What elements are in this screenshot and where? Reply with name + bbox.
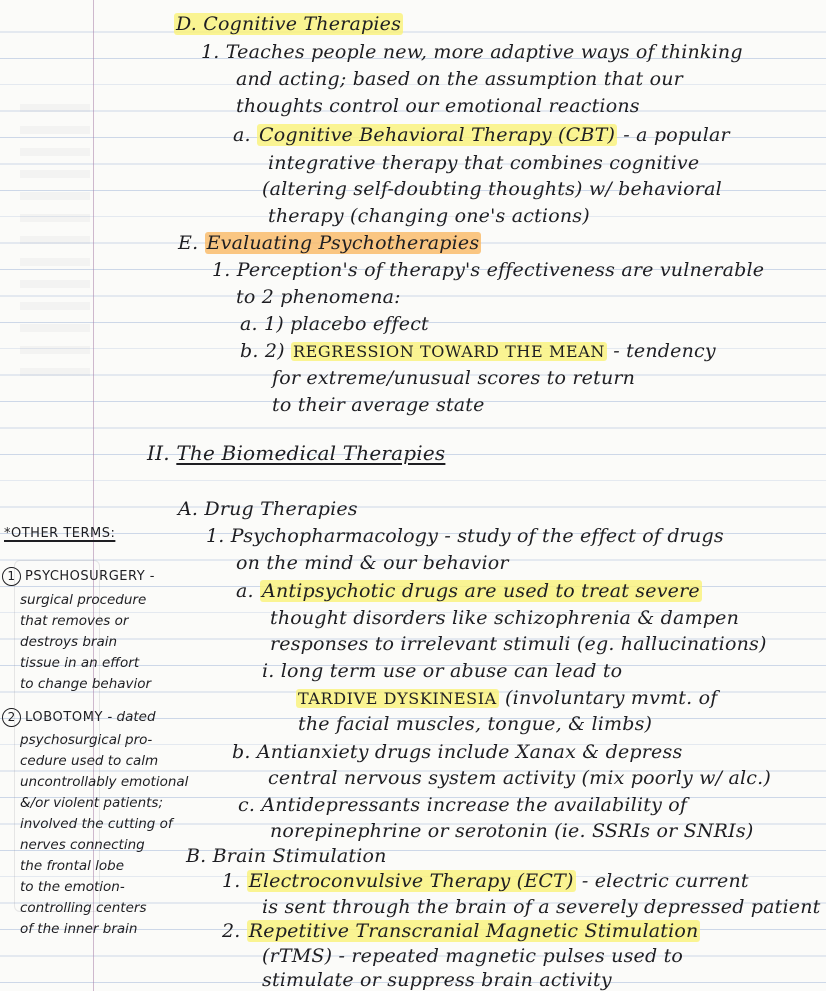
term-2-line7: the frontal lobe [20, 858, 125, 874]
heading-d: D. Cognitive Therapies [176, 13, 402, 35]
term-2-heading: 2 LOBOTOMY - dated [2, 706, 156, 729]
a1-line1: 1. Psychopharmacology - study of the effect of drugs [206, 525, 724, 547]
da-line1: a. Cognitive Behavioral Therapy (CBT) - a popular [233, 124, 730, 146]
da-line2: integrative therapy that combines cognitive [268, 152, 700, 174]
term-2-line1: psychosurgical pro- [20, 732, 153, 748]
b1-line2: is sent through the brain of a severely depressed patient [262, 896, 821, 918]
e1b-line3: to their average state [272, 394, 485, 416]
da-line3: (altering self-doubting thoughts) w/ behavioral [262, 178, 722, 200]
b1-line1: 1. Electroconvulsive Therapy (ECT) - electric current [222, 870, 749, 892]
term-1-heading: 1 PSYCHOSURGERY - [2, 566, 155, 588]
aai-line2: TARDIVE DYSKINESIA (involuntary mvmt. of [298, 687, 718, 709]
d1-line2: and acting; based on the assumption that our [236, 68, 683, 90]
aai-line1: i. long term use or abuse can lead to [262, 660, 623, 682]
ac-line2: norepinephrine or serotonin (ie. SSRIs or SNRIs) [270, 820, 754, 842]
term-2-line9: controlling centers [20, 900, 147, 916]
b2-line2: (rTMS) - repeated magnetic pulses used to [262, 945, 684, 967]
term-1-line5: to change behavior [20, 676, 152, 692]
e1b-line2: for extreme/unusual scores to return [272, 367, 636, 389]
heading-b: B. Brain Stimulation [186, 845, 387, 867]
aai-line3: the facial muscles, tongue, & limbs) [298, 713, 653, 735]
heading-e: E. Evaluating Psychotherapies [178, 232, 480, 254]
term-2-line10: of the inner brain [20, 921, 138, 937]
sidebar-title: *OTHER TERMS: [4, 526, 116, 541]
d1-line1: 1. Teaches people new, more adaptive ways of thinking [201, 41, 743, 63]
term-2-line4: &/or violent patients; [20, 795, 163, 811]
term-2-line5: involved the cutting of [20, 816, 173, 832]
da-line4: therapy (changing one's actions) [268, 205, 590, 227]
term-1-line4: tissue in an effort [20, 655, 140, 671]
aa-line1: a. Antipsychotic drugs are used to treat severe [236, 580, 700, 602]
b2-line3: stimulate or suppress brain activity [262, 969, 612, 991]
term-1-line3: destroys brain [20, 634, 118, 650]
d1-line3: thoughts control our emotional reactions [236, 95, 640, 117]
aa-line2: thought disorders like schizophrenia & dampen [270, 607, 740, 629]
term-1-line1: surgical procedure [20, 592, 147, 608]
term-2-line2: cedure used to calm [20, 753, 159, 769]
term-2-line6: nerves connecting [20, 837, 145, 853]
section-ii: II. The Biomedical Therapies [147, 441, 446, 465]
e1-line1: 1. Perception's of therapy's effectiveness are vulnerable [212, 259, 765, 281]
aa-line3: responses to irrelevant stimuli (eg. hallucinations) [270, 633, 767, 655]
e1-line2: to 2 phenomena: [236, 286, 401, 308]
bleed-through [20, 90, 90, 390]
e1a: a. 1) placebo effect [240, 313, 429, 335]
a1-line2: on the mind & our behavior [236, 552, 509, 574]
e1b-line1: b. 2) REGRESSION TOWARD THE MEAN - tendency [240, 340, 716, 362]
ab-line1: b. Antianxiety drugs include Xanax & depress [232, 741, 683, 763]
term-1-line2: that removes or [20, 613, 129, 629]
term-2-line8: to the emotion- [20, 879, 125, 895]
heading-a: A. Drug Therapies [178, 498, 358, 520]
b2-line1: 2. Repetitive Transcranial Magnetic Stimulation [222, 920, 699, 942]
ab-line2: central nervous system activity (mix poorly w/ alc.) [268, 767, 771, 789]
ac-line1: c. Antidepressants increase the availability of [238, 794, 688, 816]
term-2-line3: uncontrollably emotional [20, 774, 189, 790]
